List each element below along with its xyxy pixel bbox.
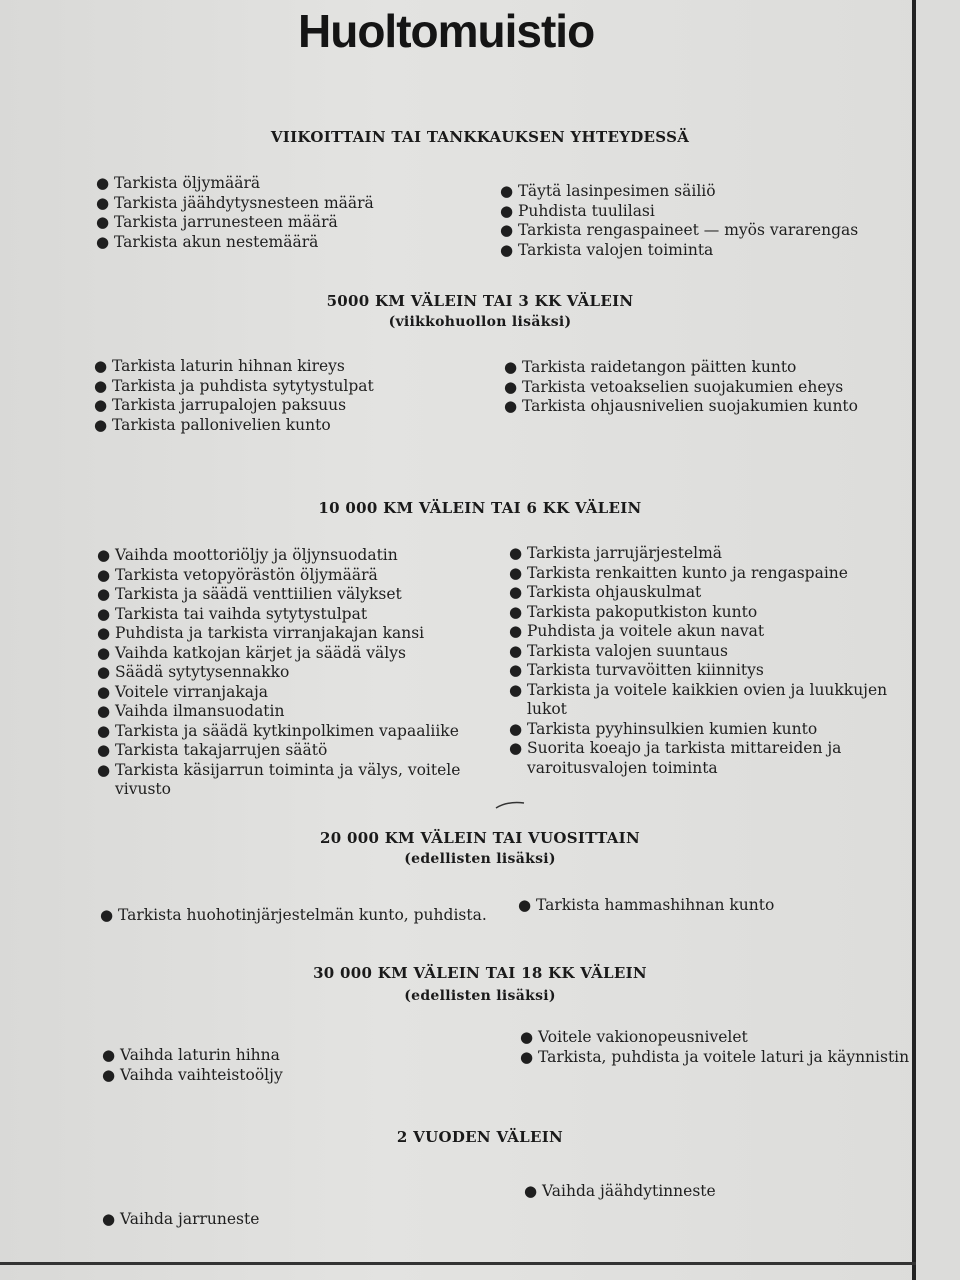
list-item: ● Säädä sytytysennakko (97, 663, 290, 681)
list-item: ● Vaihda jarruneste (102, 1210, 260, 1228)
list-item: ● Tarkista jarrupalojen paksuus (94, 396, 347, 414)
bullet-icon: ● (509, 719, 523, 738)
list-item: ● Tarkista renkaitten kunto ja rengaspaine (509, 563, 848, 582)
pen-mark (495, 800, 525, 810)
bullet-icon: ● (102, 1046, 116, 1064)
bullet-icon: ● (500, 182, 514, 200)
list-item: ● Tarkista takajarrujen säätö (97, 741, 328, 759)
list-item: ● Vaihda katkojan kärjet ja säädä välys (97, 643, 406, 662)
bullet-icon: ● (97, 604, 111, 623)
section-heading: VIIKOITTAIN TAI TANKKAUKSEN YHTEYDESSÄ (270, 128, 690, 146)
bullet-icon: ● (500, 221, 514, 239)
list-item: ● Tarkista ohjauskulmat (509, 583, 702, 601)
list-item: ● Tarkista ja säädä venttiilien välykset (97, 585, 402, 603)
bullet-icon: ● (509, 583, 523, 601)
list-item: ● Täytä lasinpesimen säiliö (500, 182, 716, 200)
list-item: ● Voitele vakionopeusnivelet (520, 1028, 748, 1046)
list-item: ● Tarkista pallonivelien kunto (94, 415, 331, 434)
list-item: ● Tarkista vetopyörästön öljymäärä (97, 565, 378, 584)
section-list-left (102, 1210, 259, 1230)
bullet-icon: ● (509, 602, 523, 621)
list-item: ● Tarkista rengaspaineet — myös vararengas (500, 221, 859, 239)
bullet-icon: ● (504, 377, 518, 396)
section-subheading: (edellisten lisäksi) (404, 851, 556, 867)
list-item: ● Tarkista ja säädä kytkinpolkimen vapaaliike (97, 721, 459, 740)
bullet-icon: ● (518, 896, 532, 914)
section-heading: 5000 KM VÄLEIN TAI 3 KK VÄLEIN (326, 292, 634, 310)
bullet-icon: ● (500, 201, 514, 220)
list-item: ● Tarkista öljymäärä (96, 174, 261, 192)
section-list-left (100, 906, 487, 926)
list-item: ● Tarkista huohotinjärjestelmän kunto, puhdista. (100, 906, 487, 924)
bullet-icon: ● (102, 1210, 116, 1228)
bullet-icon: ● (509, 563, 523, 582)
list-item: ● Tarkista turvavöitten kiinnitys (509, 661, 764, 679)
bullet-icon: ● (97, 546, 111, 564)
list-item: ● Tarkista valojen toiminta (500, 240, 714, 259)
bullet-icon: ● (94, 376, 108, 395)
page-title: Huoltomuistio (298, 5, 595, 57)
bullet-icon: ● (504, 397, 518, 415)
bullet-icon: ● (100, 906, 114, 924)
list-item: ● Tarkista jäähdytysnesteen määrä (96, 193, 374, 212)
bullet-icon: ● (524, 1182, 538, 1200)
bullet-icon: ● (97, 565, 111, 584)
list-item: ● Vaihda laturin hihna (102, 1046, 280, 1064)
list-item: ● Vaihda jäähdytinneste (524, 1182, 716, 1200)
bullet-icon: ● (97, 741, 111, 759)
section-subheading: (edellisten lisäksi) (404, 988, 556, 1004)
bullet-icon: ● (97, 721, 111, 740)
list-item: ● Vaihda vaihteistoöljy (102, 1065, 283, 1084)
list-item: ● Tarkista, puhdista ja voitele laturi ja käynnistin (520, 1047, 910, 1066)
bullet-icon: ● (504, 358, 518, 376)
section-list-right (518, 896, 774, 916)
page-frame-right (912, 0, 916, 1280)
bullet-icon: ● (509, 544, 523, 562)
bullet-icon: ● (94, 415, 108, 434)
section-list-right (500, 182, 858, 260)
list-item: ● Tarkista vetoakselien suojakumien eheys (504, 377, 844, 396)
list-item: ● Tarkista raidetangon päitten kunto (504, 358, 797, 376)
bullet-icon: ● (96, 213, 110, 231)
section-heading: 20 000 KM VÄLEIN TAI VUOSITTAIN (319, 829, 641, 847)
bullet-icon: ● (509, 661, 523, 679)
list-item: ● Vaihda moottoriöljy ja öljynsuodatin (97, 546, 398, 564)
list-item: ● Tarkista hammashihnan kunto (518, 896, 775, 914)
bullet-icon: ● (94, 357, 108, 375)
bullet-icon: ● (97, 585, 111, 603)
section-list-right (509, 544, 889, 778)
list-item: ● Voitele virranjakaja (97, 682, 269, 701)
bullet-icon: ● (97, 682, 111, 701)
list-item: ● Tarkista laturin hihnan kireys (94, 357, 345, 375)
list-item: ● Tarkista ja puhdista sytytystulpat (94, 376, 374, 395)
section-subheading: (viikkohuollon lisäksi) (388, 314, 572, 330)
bullet-icon: ● (96, 174, 110, 192)
list-item: ● Tarkista jarrunesteen määrä (96, 213, 338, 231)
bullet-icon: ● (96, 193, 110, 212)
section-list-right (520, 1028, 909, 1067)
bullet-icon: ● (509, 739, 523, 757)
bullet-icon: ● (97, 624, 111, 642)
list-item: ● Tarkista pyyhinsulkien kumien kunto (509, 719, 818, 738)
section-heading: 30 000 KM VÄLEIN TAI 18 KK VÄLEIN (313, 964, 647, 982)
section-list-left (97, 546, 485, 800)
list-item: ● Tarkista pakoputkiston kunto (509, 602, 758, 621)
section-list-left (96, 174, 374, 252)
bullet-icon: ● (520, 1047, 534, 1066)
bullet-icon: ● (97, 760, 111, 779)
list-item: ● Tarkista ohjausnivelien suojakumien kunto (504, 397, 858, 415)
bullet-icon: ● (94, 396, 108, 414)
section-list-left (94, 357, 374, 435)
bullet-icon: ● (97, 663, 111, 681)
bullet-icon: ● (509, 680, 523, 699)
section-list-left (102, 1046, 283, 1085)
section-list-right (504, 358, 858, 417)
list-item: ● Tarkista ja voitele kaikkien ovien ja luukkujen lukot (509, 680, 888, 718)
bullet-icon: ● (500, 240, 514, 259)
list-item: ● Suorita koeajo ja tarkista mittareiden ja varoitusvalojen toiminta (509, 739, 842, 777)
list-item: ● Tarkista tai vaihda sytytystulpat (97, 604, 368, 623)
list-item: ● Puhdista ja tarkista virranjakajan kansi (97, 624, 425, 642)
list-item: ● Tarkista jarrujärjestelmä (509, 544, 723, 562)
page-frame-bottom (0, 1262, 916, 1265)
list-item: ● Tarkista käsijarrun toiminta ja välys, voitele vivusto (97, 760, 461, 798)
list-item: ● Puhdista ja voitele akun navat (509, 622, 765, 640)
bullet-icon: ● (509, 622, 523, 640)
bullet-icon: ● (97, 702, 111, 720)
bullet-icon: ● (520, 1028, 534, 1046)
bullet-icon: ● (102, 1065, 116, 1084)
bullet-icon: ● (96, 232, 110, 251)
list-item: ● Tarkista valojen suuntaus (509, 641, 728, 660)
list-item: ● Vaihda ilmansuodatin (97, 702, 285, 720)
bullet-icon: ● (97, 643, 111, 662)
list-item: ● Puhdista tuulilasi (500, 201, 655, 220)
list-item: ● Tarkista akun nestemäärä (96, 232, 319, 251)
section-list-right (524, 1182, 716, 1202)
section-heading: 10 000 KM VÄLEIN TAI 6 KK VÄLEIN (318, 499, 642, 517)
section-heading: 2 VUODEN VÄLEIN (396, 1128, 564, 1146)
bullet-icon: ● (509, 641, 523, 660)
